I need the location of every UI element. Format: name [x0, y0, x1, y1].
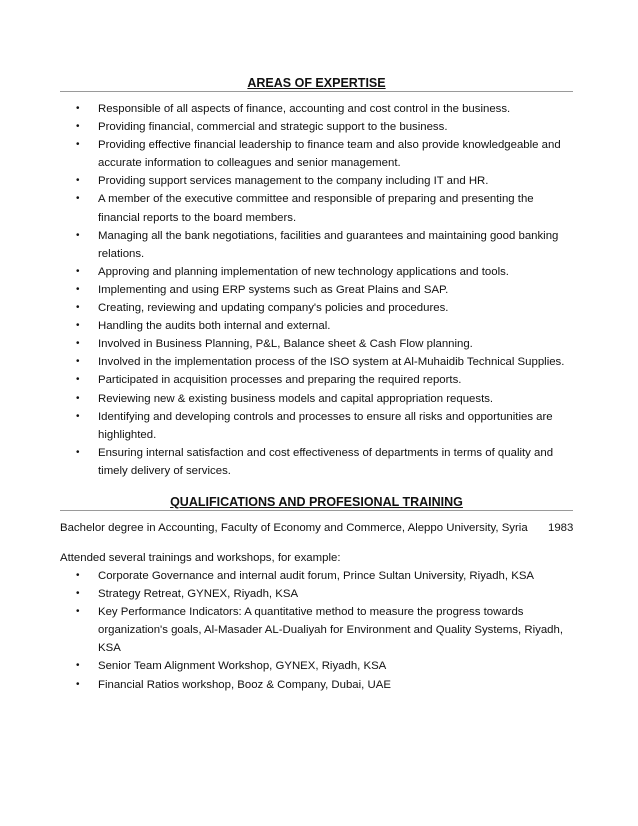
list-item [0, 676, 638, 694]
list-item [0, 227, 638, 263]
list-item [0, 281, 638, 299]
list-item-text: Handling the audits both internal and external. [98, 320, 331, 333]
list-item [0, 100, 638, 118]
bullet-icon: • [76, 265, 80, 277]
list-item-text: Key Performance Indicators: A quantitative method to measure the progress towards organization's goals, Al-Masader AL-Dualiyah for Environment and Quality Systems, Riyadh, KSA [98, 606, 563, 655]
trainings-intro: Attended several trainings and workshops, for example: [60, 552, 341, 564]
bullet-icon: • [76, 175, 80, 187]
bullet-icon: • [76, 570, 80, 581]
list-item [0, 335, 638, 353]
trainings-list [0, 567, 638, 694]
list-item-text: Reviewing new & existing business models and capital appropriation requests. [98, 392, 494, 405]
list-item-text: Involved in the implementation process of the ISO system at Al-Muhaidib Technical Supplies. [98, 356, 565, 369]
list-item-text: Providing support services management to the company including IT and HR. [98, 175, 489, 188]
expertise-heading: AREAS OF EXPERTISE [247, 76, 386, 90]
bullet-icon: • [76, 229, 80, 241]
list-item-text: Creating, reviewing and updating company's policies and procedures. [98, 302, 449, 315]
list-item-text: Providing financial, commercial and strategic support to the business. [98, 121, 448, 134]
list-item-text: Providing effective financial leadership to finance team and also provide knowledgeable and accurate information to colleagues and senior management. [98, 139, 561, 170]
list-item-text: Responsible of all aspects of finance, accounting and cost control in the business. [98, 103, 511, 115]
list-item [0, 118, 638, 136]
list-item [0, 371, 638, 389]
list-item-text: Approving and planning implementation of new technology applications and tools. [98, 265, 509, 278]
bullet-icon: • [76, 446, 80, 458]
list-item-text: Identifying and developing controls and processes to ensure all risks and opportunities are highlighted. [98, 410, 553, 441]
list-item [0, 444, 638, 480]
bullet-icon: • [76, 606, 80, 618]
list-item [0, 299, 638, 317]
list-item-text: Strategy Retreat, GYNEX, Riyadh, KSA [98, 588, 299, 601]
bullet-icon: • [76, 193, 80, 205]
bullet-icon: • [76, 302, 80, 314]
bullet-icon: • [76, 320, 80, 332]
list-item [0, 353, 638, 371]
bullet-icon: • [76, 660, 80, 672]
bullet-icon: • [76, 338, 80, 350]
list-item [0, 408, 638, 444]
expertise-list [0, 100, 638, 480]
bullet-icon: • [76, 121, 80, 133]
list-item-text: Involved in Business Planning, P&L, Balance sheet & Cash Flow planning. [98, 338, 473, 351]
list-item-text: Corporate Governance and internal audit forum, Prince Sultan University, Riyadh, KSA [98, 570, 535, 582]
list-item-text: Participated in acquisition processes and preparing the required reports. [98, 374, 462, 387]
list-item [0, 317, 638, 335]
list-item-text: Financial Ratios workshop, Booz & Company, Dubai, UAE [98, 678, 391, 691]
qualifications-divider [60, 510, 573, 511]
list-item-text: Ensuring internal satisfaction and cost effectiveness of departments in terms of quality and timely delivery of services. [98, 446, 554, 477]
bullet-icon: • [76, 392, 80, 404]
list-item [0, 136, 638, 172]
list-item-text: Implementing and using ERP systems such as Great Plains and SAP. [98, 283, 449, 296]
list-item [0, 190, 638, 226]
list-item [0, 567, 638, 585]
expertise-divider [60, 91, 573, 92]
list-item [0, 172, 638, 190]
list-item [0, 390, 638, 408]
list-item-text: Managing all the bank negotiations, facilities and guarantees and maintaining good banking relations. [98, 229, 559, 260]
bullet-icon: • [76, 588, 80, 600]
list-item [0, 603, 638, 657]
list-item [0, 263, 638, 281]
bullet-icon: • [76, 283, 80, 295]
list-item-text: A member of the executive committee and responsible of preparing and presenting the financial reports to the board members. [98, 193, 534, 224]
list-item [0, 657, 638, 675]
qualifications-heading: QUALIFICATIONS AND PROFESIONAL TRAINING [170, 495, 463, 509]
bullet-icon: • [76, 678, 80, 690]
list-item [0, 585, 638, 603]
bullet-icon: • [76, 356, 80, 368]
bullet-icon: • [76, 374, 80, 386]
list-item-text: Senior Team Alignment Workshop, GYNEX, Riyadh, KSA [98, 660, 387, 673]
degree-text: Bachelor degree in Accounting, Faculty of Economy and Commerce, Aleppo University, Syria [60, 522, 528, 534]
bullet-icon: • [76, 139, 80, 151]
degree-year: 1983 [548, 522, 574, 534]
bullet-icon: • [76, 410, 80, 422]
bullet-icon: • [76, 103, 80, 114]
